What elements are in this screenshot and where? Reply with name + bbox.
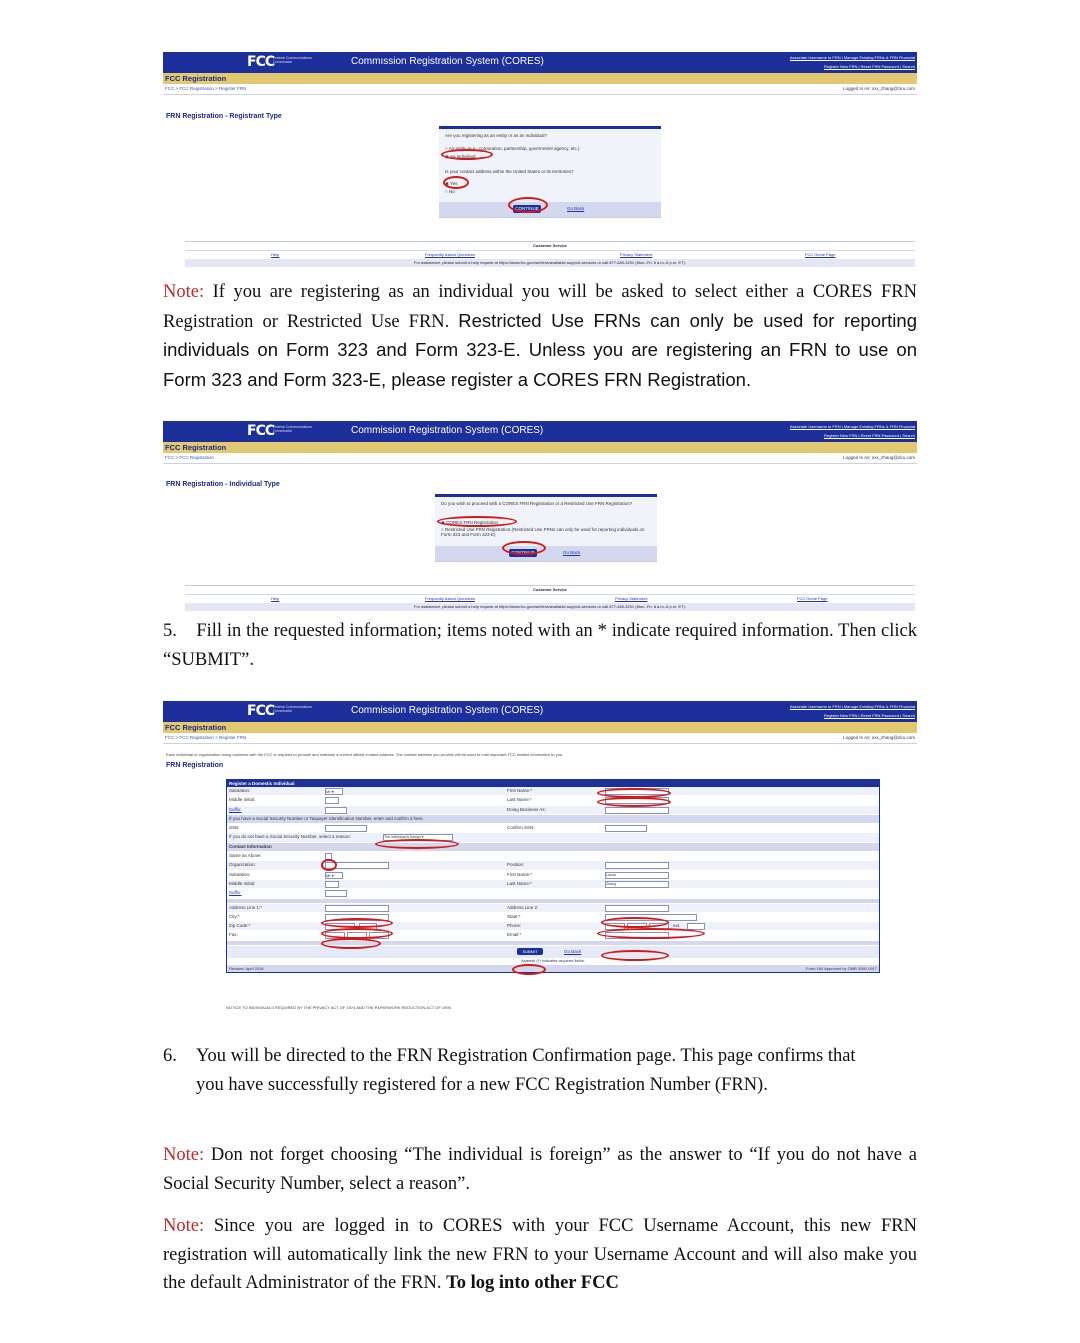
- go-back-link[interactable]: Go Back: [563, 550, 581, 555]
- contact-last-name-input[interactable]: Zhang: [605, 881, 669, 888]
- header-links[interactable]: Associate Username to FRN | Manage Existing FRNs & FRN Financial Register New FRN | Reset FRN Password | Search: [789, 424, 915, 438]
- note-label: Note:: [163, 1145, 205, 1165]
- form-number-label: Form 160 Approved by OMB 3060-0917: [806, 965, 877, 971]
- button-row: [435, 546, 657, 561]
- question-entity-or-individual: Are you registering as an entity or as an individual?: [445, 133, 548, 138]
- fcc-registration-band: FCC Registration: [163, 722, 917, 733]
- go-back-link[interactable]: Go Back: [564, 948, 582, 954]
- header-links[interactable]: Associate Username to FRN | Manage Existing FRNs & FRN Financial Register New FRN | Reset FRN Password | Search: [789, 704, 915, 718]
- header-title: Commıssion Registration System (CORES): [351, 56, 544, 67]
- row-ssn-note: If you have a Social Security Number or Taxpayer Identification Number, enter and confirm it here.: [227, 815, 879, 824]
- contact-suffix-input[interactable]: [325, 890, 347, 897]
- privacy-notice: NOTICE TO INDIVIDUALS REQUIRED BY THE PRIVACY ACT OF 1974 AND THE PAPERWORK REDUCTION ACT OF 1995: [226, 1005, 451, 1010]
- registrant-type-question-box: [439, 126, 661, 218]
- breadcrumb-row: [163, 453, 917, 464]
- customer-service-title: Customer Service: [532, 243, 567, 248]
- step-text: You will be directed to the FRN Registration Confirmation page. This page confirms that you have successfully registered for a new FCC Registration Number (FRN).: [196, 1046, 856, 1095]
- highlight-continue-oval: [502, 541, 546, 555]
- faq-link[interactable]: Frequently Asked Questions: [425, 596, 476, 601]
- form-title: Register a Domestic Individual: [227, 780, 879, 787]
- question-us-address: Is your contact address within the United States or its territories?: [445, 169, 574, 174]
- row-contact-middle: Middle Initial: Last Name:* Zhang: [227, 880, 879, 889]
- step-6: [163, 1042, 917, 1099]
- note-label: Note:: [163, 1216, 205, 1236]
- continue-button[interactable]: CONTINUE: [509, 549, 537, 557]
- fcc-federal-label: Federal Communications Commission: [273, 705, 312, 713]
- highlight-no-ssn-reason-oval: [375, 839, 459, 849]
- highlight-state-oval: [597, 928, 705, 939]
- step-text: Fill in the requested information; items noted with an * indicate required information. Then click “SUBMIT”.: [163, 621, 918, 670]
- cores-header: [163, 421, 917, 442]
- dba-input[interactable]: [605, 807, 669, 814]
- question-cores-or-restricted: Do you wish to proceed with a CORES FRN Registration or a Restricted Use FRN Registration?: [441, 501, 633, 506]
- option-cores-frn[interactable]: ◉ CORES FRN Registration: [441, 520, 498, 525]
- header-title: Commission Registration System (CORES): [351, 705, 544, 716]
- breadcrumb-row: [163, 733, 917, 744]
- highlight-email-oval: [601, 950, 669, 961]
- screenshot-registrant-type: [163, 52, 917, 270]
- breadcrumb-row: [163, 84, 917, 95]
- highlight-cores-oval: [437, 516, 517, 527]
- suffix-input[interactable]: [325, 807, 347, 814]
- step-number: 5.: [163, 621, 177, 641]
- row-salutation: Salutation: Mr ▾ First Name:*: [227, 787, 879, 796]
- note-username-link: Note: Since you are logged in to CORES with your FCC Username Account, this new FRN registration will automatically link the new FRN to your Username Account and will also make you the default Administrator of the FRN. To log into other FCC: [163, 1216, 917, 1293]
- breadcrumb[interactable]: FCC > FCC Registration: [165, 455, 214, 460]
- required-note: Asterisk (*) indicates required fields.: [227, 958, 879, 965]
- header-links[interactable]: Associate Username to FRN | Manage Existing FRNs & FRN Financial Register New FRN | Reset FRN Password | Search: [789, 55, 915, 69]
- address-line-1-input[interactable]: [325, 905, 389, 912]
- fcc-home-link[interactable]: FCC Home Page: [797, 596, 828, 601]
- page-title: FRN Registration - Registrant Type: [166, 113, 282, 120]
- highlight-submit-oval: [512, 964, 546, 975]
- option-entity[interactable]: ○ An entity (e.g., corporation, partnership, government agency, etc.): [445, 146, 580, 151]
- cores-header: [163, 52, 917, 73]
- no-ssn-reason-select[interactable]: The individual is foreign ▾: [383, 834, 453, 841]
- assistance-line: For assistance, please submit a help request at https://www.fcc.gov/wireless/available-support-services or call 877-480-3201 (Mon.-Fri. 8 a.m.-6 p.m. ET).: [185, 259, 915, 267]
- logged-in-label: Logged In As: xxx_zhang@ziru.com: [843, 735, 915, 740]
- submit-row: [227, 946, 879, 958]
- screenshot-individual-type: [163, 421, 917, 611]
- fcc-logo: FCC: [247, 54, 275, 70]
- logged-in-label: Logged In As: xxx_zhang@ziru.com: [843, 86, 915, 91]
- ssn-input[interactable]: [325, 825, 367, 832]
- faq-link[interactable]: Frequently Asked Questions: [425, 252, 476, 257]
- fcc-federal-label: Federal Communications Commission: [273, 56, 312, 64]
- customer-service-footer: [185, 585, 915, 612]
- assistance-line: For assistance, please submit a help request at https://www.fcc.gov/wireless/available-support-services or call 877-480-3201 (Mon.-Fri. 8 a.m.-6 p.m. ET).: [185, 603, 915, 611]
- fcc-registration-band: FCC Registration: [163, 73, 917, 84]
- privacy-link[interactable]: Privacy Statement: [615, 596, 648, 601]
- customer-service-footer: [185, 241, 915, 269]
- privacy-link[interactable]: Privacy Statement: [620, 252, 653, 257]
- note-bold-text: To log into other FCC: [446, 1273, 619, 1293]
- fcc-registration-band: FCC Registration: [163, 442, 917, 453]
- salutation-select[interactable]: Mr ▾: [325, 788, 343, 795]
- highlight-yes-oval: [443, 176, 469, 189]
- customer-service-title: Customer Service: [532, 587, 567, 592]
- row-middle: Middle Initial: Last Name:*: [227, 796, 879, 805]
- row-contact-salutation: Salutation: Mr ▾ First Name:* Lanna: [227, 871, 879, 880]
- breadcrumb[interactable]: FCC > FCC Registration > Register FRN: [165, 86, 247, 91]
- row-contact-suffix: Suffix:: [227, 889, 879, 898]
- individual-type-question-box: [435, 494, 657, 562]
- highlight-individual-oval: [441, 149, 493, 160]
- note-label: Note:: [163, 282, 205, 302]
- row-no-ssn: If you do not have a Social Security Number, select a reason: The individual is foreign ▾: [227, 833, 879, 842]
- row-city: City:* State:*: [227, 913, 879, 922]
- highlight-zip-oval: [321, 938, 381, 949]
- step-5: [163, 617, 917, 674]
- page-title: FRN Registration: [166, 762, 224, 769]
- breadcrumb[interactable]: FCC > FCC Registration > Register FRN: [165, 735, 247, 740]
- position-input[interactable]: [605, 862, 669, 869]
- fcc-home-link[interactable]: FCC Home Page: [805, 252, 836, 257]
- revised-label: Revised: April 2016: [229, 965, 264, 971]
- row-ssn: SSN: Confirm SSN:: [227, 824, 879, 833]
- row-same-as-above: Same as Above:: [227, 852, 879, 861]
- intro-text: Each individual or organization doing business with the FCC is required to provide and maintain a current official contact address. The contact address you provide will be used to mail important FCC related information to you.: [166, 752, 564, 757]
- option-restricted-frn[interactable]: ○ Restricted Use FRN Registration (Restricted Use FRNs can only be used for reporting individuals on Form 323 and Form 323-E): [441, 527, 645, 537]
- row-zip: Zip Code:* Phone: ext.: [227, 922, 879, 931]
- address-line-2-input[interactable]: [605, 905, 669, 912]
- highlight-last-name-oval: [597, 797, 671, 807]
- note-restricted-use: Note: If you are registering as an individual you will be asked to select either a CORES FRN Registration or Restricted Use FRN. Restricted Use FRNs can only be used for reporting individuals on Form 323 and Form 323-E. Unless you are registering an FRN to use on Form 323 and Form 323-E, please register a CORES FRN Registration.: [163, 282, 917, 390]
- row-address: Address Line 1:* Address Line 2:: [227, 904, 879, 913]
- contact-salutation-select[interactable]: Mr ▾: [325, 872, 343, 879]
- fcc-federal-label: Federal Communications Commission: [273, 425, 312, 433]
- option-no[interactable]: ○ No: [445, 189, 455, 194]
- row-suffix: Suffix: Doing Business As:: [227, 806, 879, 815]
- contact-first-name-input[interactable]: Lanna: [605, 872, 669, 879]
- highlight-same-as-above-oval: [321, 859, 337, 871]
- highlight-address-line-1-oval: [321, 918, 393, 928]
- note-foreign-individual: Note: Don not forget choosing “The individual is foreign” as the answer to “If you do not have a Social Security Number, select a reason”.: [163, 1145, 917, 1194]
- button-row: [439, 202, 661, 217]
- highlight-address-line-2-oval: [601, 917, 669, 928]
- help-link[interactable]: Help: [271, 596, 280, 601]
- help-link[interactable]: Help: [271, 252, 280, 257]
- note-emphasis: Restricted Use FRNs can only be used for reporting individuals on Form 323 and Form 323-E. Unless you are registering an FRN to use on Form 323 and Form 323-E, please register a CORES FRN Registration.: [163, 309, 917, 390]
- fcc-logo: FCC: [247, 703, 275, 719]
- fcc-logo: FCC: [247, 423, 275, 439]
- cores-header: [163, 701, 917, 722]
- option-individual[interactable]: ◉ An individual: [445, 154, 476, 159]
- submit-button[interactable]: SUBMIT: [517, 948, 543, 955]
- header-title: Commission Registration System (CORES): [351, 425, 544, 436]
- logged-in-label: Logged In As: xxx_zhang@ziru.com: [843, 455, 915, 460]
- row-contact-header: Contact Information: [227, 843, 879, 852]
- confirm-ssn-input[interactable]: [605, 825, 647, 832]
- screenshot-frn-registration-form: [163, 701, 917, 1016]
- phone-ext-label: ext.: [673, 923, 681, 929]
- contact-middle-initial-input[interactable]: [325, 881, 339, 888]
- step-number: 6.: [163, 1046, 177, 1066]
- go-back-link[interactable]: Go Back: [567, 206, 585, 211]
- row-organization: Organization: Position:: [227, 861, 879, 870]
- page-title: FRN Registration - Individual Type: [166, 481, 280, 488]
- row-fax: Fax: Email:*: [227, 931, 879, 940]
- middle-initial-input[interactable]: [325, 797, 339, 804]
- form-footer: [227, 965, 879, 972]
- continue-button[interactable]: CONTINUE: [513, 205, 541, 213]
- option-yes[interactable]: ◉ Yes: [445, 181, 458, 186]
- highlight-continue-oval: [508, 197, 548, 213]
